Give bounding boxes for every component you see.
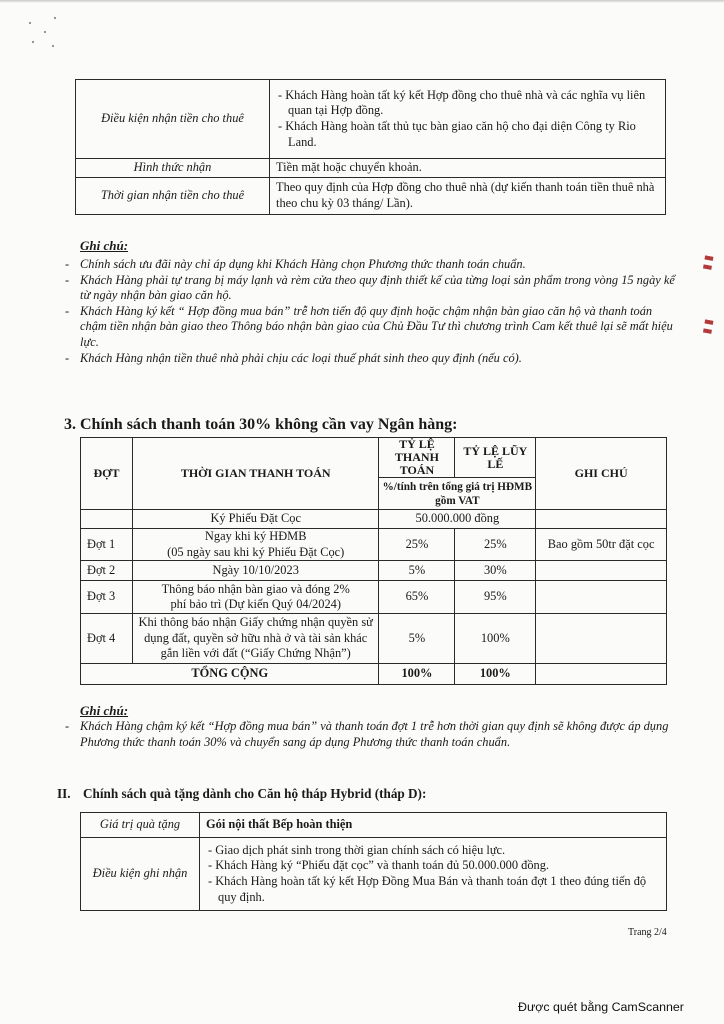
header-note: GHI CHÚ [536, 438, 667, 510]
list-item: - Khách Hàng hoàn tất ký kết Hợp đồng cho thuê nhà và các nghĩa vụ liên quan tại Hợp đồng. [278, 87, 646, 118]
total-ratio: 100% [379, 664, 455, 685]
section-title: Chính sách quà tặng dành cho Căn hộ tháp Hybrid (tháp D): [83, 786, 427, 801]
bleed-through-mark: ▮ ▮ [700, 254, 716, 272]
row-label: Giá trị quà tặng [81, 813, 200, 838]
header-dot: ĐỢT [81, 438, 133, 510]
notes-list [80, 257, 680, 366]
table-row [81, 813, 667, 838]
list-item: - Khách Hàng hoàn tất thủ tục bàn giao căn hộ cho đại diện Công ty Rio Land. [278, 119, 636, 149]
time-line: (05 ngày sau khi ký Phiếu Đặt Cọc) [167, 544, 345, 559]
deposit-label: Ký Phiếu Đặt Cọc [132, 510, 379, 529]
cell-cumulative: 100% [455, 614, 536, 664]
cell-empty [536, 510, 667, 529]
cell-note [536, 581, 667, 614]
table-row [81, 581, 667, 614]
cell-ratio: 25% [379, 529, 455, 561]
list-item: - Khách Hàng ký “Phiếu đặt cọc” và thanh toán đủ 50.000.000 đồng. [208, 858, 550, 873]
header-time: THỜI GIAN THANH TOÁN [132, 438, 379, 510]
list-item: - Khách Hàng nhận tiền thuê nhà phải chịu các loại thuế phát sinh theo quy định (nếu có). [63, 351, 680, 367]
rental-conditions-table [75, 79, 666, 215]
table-row [76, 159, 666, 178]
table-row [81, 614, 667, 664]
header-cumulative: TỶ LỆ LŨY LẾ [455, 438, 536, 478]
cell-dot: Đợt 3 [81, 581, 133, 614]
row-value: Tiền mặt hoặc chuyển khoản. [270, 159, 666, 178]
row-label: Điều kiện ghi nhận [81, 838, 200, 911]
notes-list [80, 719, 680, 750]
cell-time: Khi thông báo nhận Giấy chứng nhận quyền sử dụng đất, quyền sở hữu nhà ở và tài sản khác gắn liền với đất (“Giấy Chứng Nhận”) [132, 614, 379, 664]
bleed-through-mark: ▮ ▮ [700, 318, 716, 336]
section-heading [57, 786, 426, 802]
cell-cumulative: 25% [455, 529, 536, 561]
scan-speck [54, 17, 56, 19]
notes-block [80, 238, 680, 366]
row-label: Thời gian nhận tiền cho thuê [76, 177, 270, 214]
notes-title: Ghi chú: [80, 703, 129, 718]
cell-empty [536, 664, 667, 685]
scanner-watermark: Được quét bằng CamScanner [518, 1000, 684, 1014]
table-row [81, 510, 667, 529]
notes-block [80, 703, 680, 750]
page-number: Trang 2/4 [628, 927, 667, 938]
cell-ratio: 65% [379, 581, 455, 614]
table-row [81, 838, 667, 911]
cell-dot: Đợt 1 [81, 529, 133, 561]
table-row [76, 177, 666, 214]
cell-note: Bao gồm 50tr đặt cọc [536, 529, 667, 561]
cell-time: Thông báo nhận bàn giao và đóng 2% phí bảo trì (Dự kiến Quý 04/2024) [132, 581, 379, 614]
total-label: TỔNG CỘNG [81, 664, 379, 685]
cell-time [132, 529, 379, 561]
total-cumulative: 100% [455, 664, 536, 685]
list-item: - Khách Hàng chậm ký kết “Hợp đồng mua bán” và thanh toán đợt 1 trễ hơn thời gian quy định sẽ không được áp dụng Phương thức thanh toán 30% và chuyển sang áp dụng Phương thức thanh toán chuẩn. [63, 719, 680, 750]
table-total-row [81, 664, 667, 685]
cell-cumulative: 30% [455, 561, 536, 581]
table-row [81, 529, 667, 561]
list-item: - Khách Hàng hoàn tất ký kết Hợp Đồng Mua Bán và thanh toán đợt 1 theo đúng tiến độ quy định. [208, 874, 647, 904]
list-item: - Khách Hàng ký kết “ Hợp đồng mua bán” trễ hơn tiến độ quy định hoặc chậm nhận bàn giao căn hộ và thanh toán chậm tiền nhận bàn giao theo Thông báo nhận bàn giao của Chủ Đầu Tư thì chương trình Cam kết thuê lại sẽ mất hiệu lực. [63, 304, 680, 351]
section-number: II. [57, 786, 71, 801]
scan-speck [29, 22, 31, 24]
table-header-row [81, 438, 667, 478]
header-subtitle: %/tính trên tổng giá trị HĐMB gồm VAT [379, 478, 536, 510]
row-value: Theo quy định của Hợp đồng cho thuê nhà (dự kiến thanh toán tiền thuê nhà theo chu kỳ 03 tháng/ Lần). [270, 177, 666, 214]
cell-note [536, 614, 667, 664]
row-value [270, 80, 666, 159]
gift-policy-table [80, 812, 667, 911]
cell-empty [81, 510, 133, 529]
table-row [81, 561, 667, 581]
cell-dot: Đợt 2 [81, 561, 133, 581]
table-row [76, 80, 666, 159]
scan-speck [44, 31, 46, 33]
row-value: Gói nội thất Bếp hoàn thiện [200, 813, 667, 838]
row-label: Hình thức nhận [76, 159, 270, 178]
list-item: - Chính sách ưu đãi này chỉ áp dụng khi Khách Hàng chọn Phương thức thanh toán chuẩn. [63, 257, 680, 273]
scan-edge-shadow [0, 0, 724, 3]
list-item: - Khách Hàng phải tự trang bị máy lạnh và rèm cửa theo quy định thiết kế của từng loại sản phẩm trong vòng 15 ngày kể từ ngày nhận bàn giao căn hộ. [63, 273, 680, 304]
payment-schedule-table [80, 437, 667, 685]
row-label: Điều kiện nhận tiền cho thuê [76, 80, 270, 159]
cell-ratio: 5% [379, 561, 455, 581]
cell-dot: Đợt 4 [81, 614, 133, 664]
cell-cumulative: 95% [455, 581, 536, 614]
header-ratio: TỶ LỆ THANH TOÁN [379, 438, 455, 478]
cell-ratio: 5% [379, 614, 455, 664]
row-value [200, 838, 667, 911]
time-line: Ngay khi ký HĐMB [204, 529, 307, 543]
notes-title: Ghi chú: [80, 238, 129, 253]
section-heading: 3. Chính sách thanh toán 30% không cần vay Ngân hàng: [64, 416, 458, 433]
scan-speck [32, 41, 34, 43]
deposit-amount: 50.000.000 đồng [379, 510, 536, 529]
cell-time: Ngày 10/10/2023 [132, 561, 379, 581]
scan-speck [52, 45, 54, 47]
cell-note [536, 561, 667, 581]
list-item: - Giao dịch phát sinh trong thời gian chính sách có hiệu lực. [208, 842, 506, 857]
